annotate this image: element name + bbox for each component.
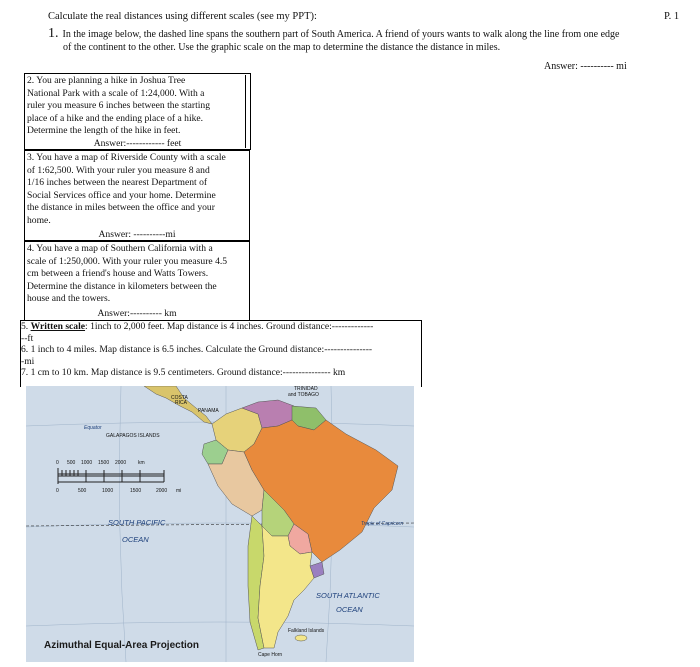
- questions-5-7-box: [20, 320, 422, 387]
- scale-mi-tick-label: 1500: [130, 488, 142, 494]
- scale-mi-unit: mi: [176, 488, 182, 494]
- question-5-line: [21, 321, 421, 333]
- scale-km-tick-label: 2000: [115, 460, 127, 466]
- question-4-line: cm between a friend's house and Watts Towers.: [27, 268, 209, 279]
- falkland-islands-shape: [295, 635, 307, 641]
- scale-km-tick-label: 1000: [81, 460, 93, 466]
- question-1-line-1: In the image below, the dashed line spans the southern part of South America. A friend of yours wants to walk along the line from one edge: [62, 29, 620, 40]
- label-costa-rica-2: RICA: [175, 400, 187, 406]
- question-2-answer[interactable]: Answer:------------ feet: [93, 137, 182, 149]
- question-4-line: 4. You have a map of Southern California with a: [27, 243, 213, 254]
- scale-km-unit: km: [138, 460, 145, 466]
- label-equator: Equator: [84, 425, 102, 431]
- question-2-line: Determine the length of the hike in feet.: [27, 125, 181, 136]
- scale-km-tick-label: 1500: [98, 460, 110, 466]
- label-pacific: SOUTH PACIFIC: [108, 518, 166, 527]
- question-3-answer[interactable]: Answer: ----------mi: [98, 229, 176, 240]
- question-2-box: [24, 73, 251, 150]
- projection-label: Azimuthal Equal-Area Projection: [44, 640, 200, 651]
- scale-km-tick-label: 0: [56, 460, 59, 466]
- label-cape-horn: Cape Horn: [258, 652, 283, 658]
- question-6-line: 6. 1 inch to 4 miles. Map distance is 6.5 inches. Calculate the Ground distance:---------------: [21, 344, 373, 355]
- question-2-line: ruler you measure 6 inches between the starting: [27, 100, 211, 111]
- question-3-line: 3. You have a map of Riverside County with a scale: [27, 152, 226, 163]
- question-6-answer[interactable]: -mi: [21, 355, 35, 367]
- question-2-line: 2. You are planning a hike in Joshua Tree: [27, 75, 186, 86]
- label-trinidad-2: and TOBAGO: [288, 392, 319, 398]
- scale-mi-tick-label: 1000: [102, 488, 114, 494]
- question-3-line: the distance in miles between the office and your: [27, 202, 215, 213]
- question-5-answer[interactable]: --ft: [21, 332, 34, 344]
- south-america-map: [26, 386, 414, 662]
- label-falkland: Falkland Islands: [288, 628, 325, 634]
- label-costa-rica: COSTA: [171, 395, 188, 401]
- question-7-line: 7. 1 cm to 10 km. Map distance is 9.5 centimeters. Ground distance:--------------- km: [21, 367, 346, 378]
- graphic-scale: [56, 460, 181, 494]
- question-3-line: of 1:62,500. With your ruler you measure 8 and: [27, 164, 210, 176]
- label-pacific-2: OCEAN: [122, 535, 149, 544]
- question-5-text: : 1inch to 2,000 feet. Map distance is 4 inches. Ground distance:-------------: [85, 321, 374, 332]
- question-2-line: National Park with a scale of 1:24,000. With a: [27, 87, 205, 99]
- question-1: [48, 27, 668, 54]
- question-2-line: place of a hike and the ending place of a hike.: [27, 112, 204, 124]
- question-1-line-2: of the continent to the other. Use the graphic scale on the map to determine the distance the distance in miles.: [63, 42, 501, 53]
- label-trinidad: TRINIDAD: [294, 386, 318, 392]
- page-number: P. 1: [664, 11, 680, 22]
- question-1-number: 1.: [48, 26, 59, 41]
- written-scale-label: Written scale: [30, 321, 86, 332]
- scale-km-tick-label: 500: [67, 460, 76, 466]
- scale-mi-tick-label: 500: [78, 488, 87, 494]
- question-3-box: [24, 150, 250, 241]
- scale-mi-tick-label: 0: [56, 488, 59, 494]
- page-title: Calculate the real distances using different scales (see my PPT):: [48, 11, 317, 22]
- label-atlantic-2: OCEAN: [336, 605, 363, 614]
- question-4-line: scale of 1:250,000. With your ruler you measure 4.5: [27, 255, 228, 267]
- question-3-line: home.: [27, 214, 51, 226]
- question-4-box: [24, 241, 250, 321]
- question-2-inner-frame: [26, 75, 246, 148]
- question-1-answer[interactable]: Answer: ---------- mi: [544, 61, 627, 72]
- question-4-line: Determine the distance in kilometers between the: [27, 280, 217, 292]
- scale-mi-tick-label: 2000: [156, 488, 168, 494]
- question-3-line: Social Services office and your home. Determine: [27, 189, 216, 201]
- label-atlantic: SOUTH ATLANTIC: [316, 591, 380, 600]
- label-galapagos: GALAPAGOS ISLANDS: [106, 433, 160, 439]
- map-graphic: [26, 386, 414, 662]
- question-5-prefix: 5.: [21, 321, 31, 332]
- label-tropic: Tropic of Capricorn: [361, 521, 404, 527]
- label-panama: PANAMA: [198, 408, 219, 414]
- scale-bar: [58, 468, 164, 484]
- question-3-line: 1/16 inches between the nearest Department of: [27, 177, 208, 188]
- question-4-answer[interactable]: Answer:---------- km: [97, 307, 177, 319]
- question-4-line: house and the towers.: [27, 293, 111, 304]
